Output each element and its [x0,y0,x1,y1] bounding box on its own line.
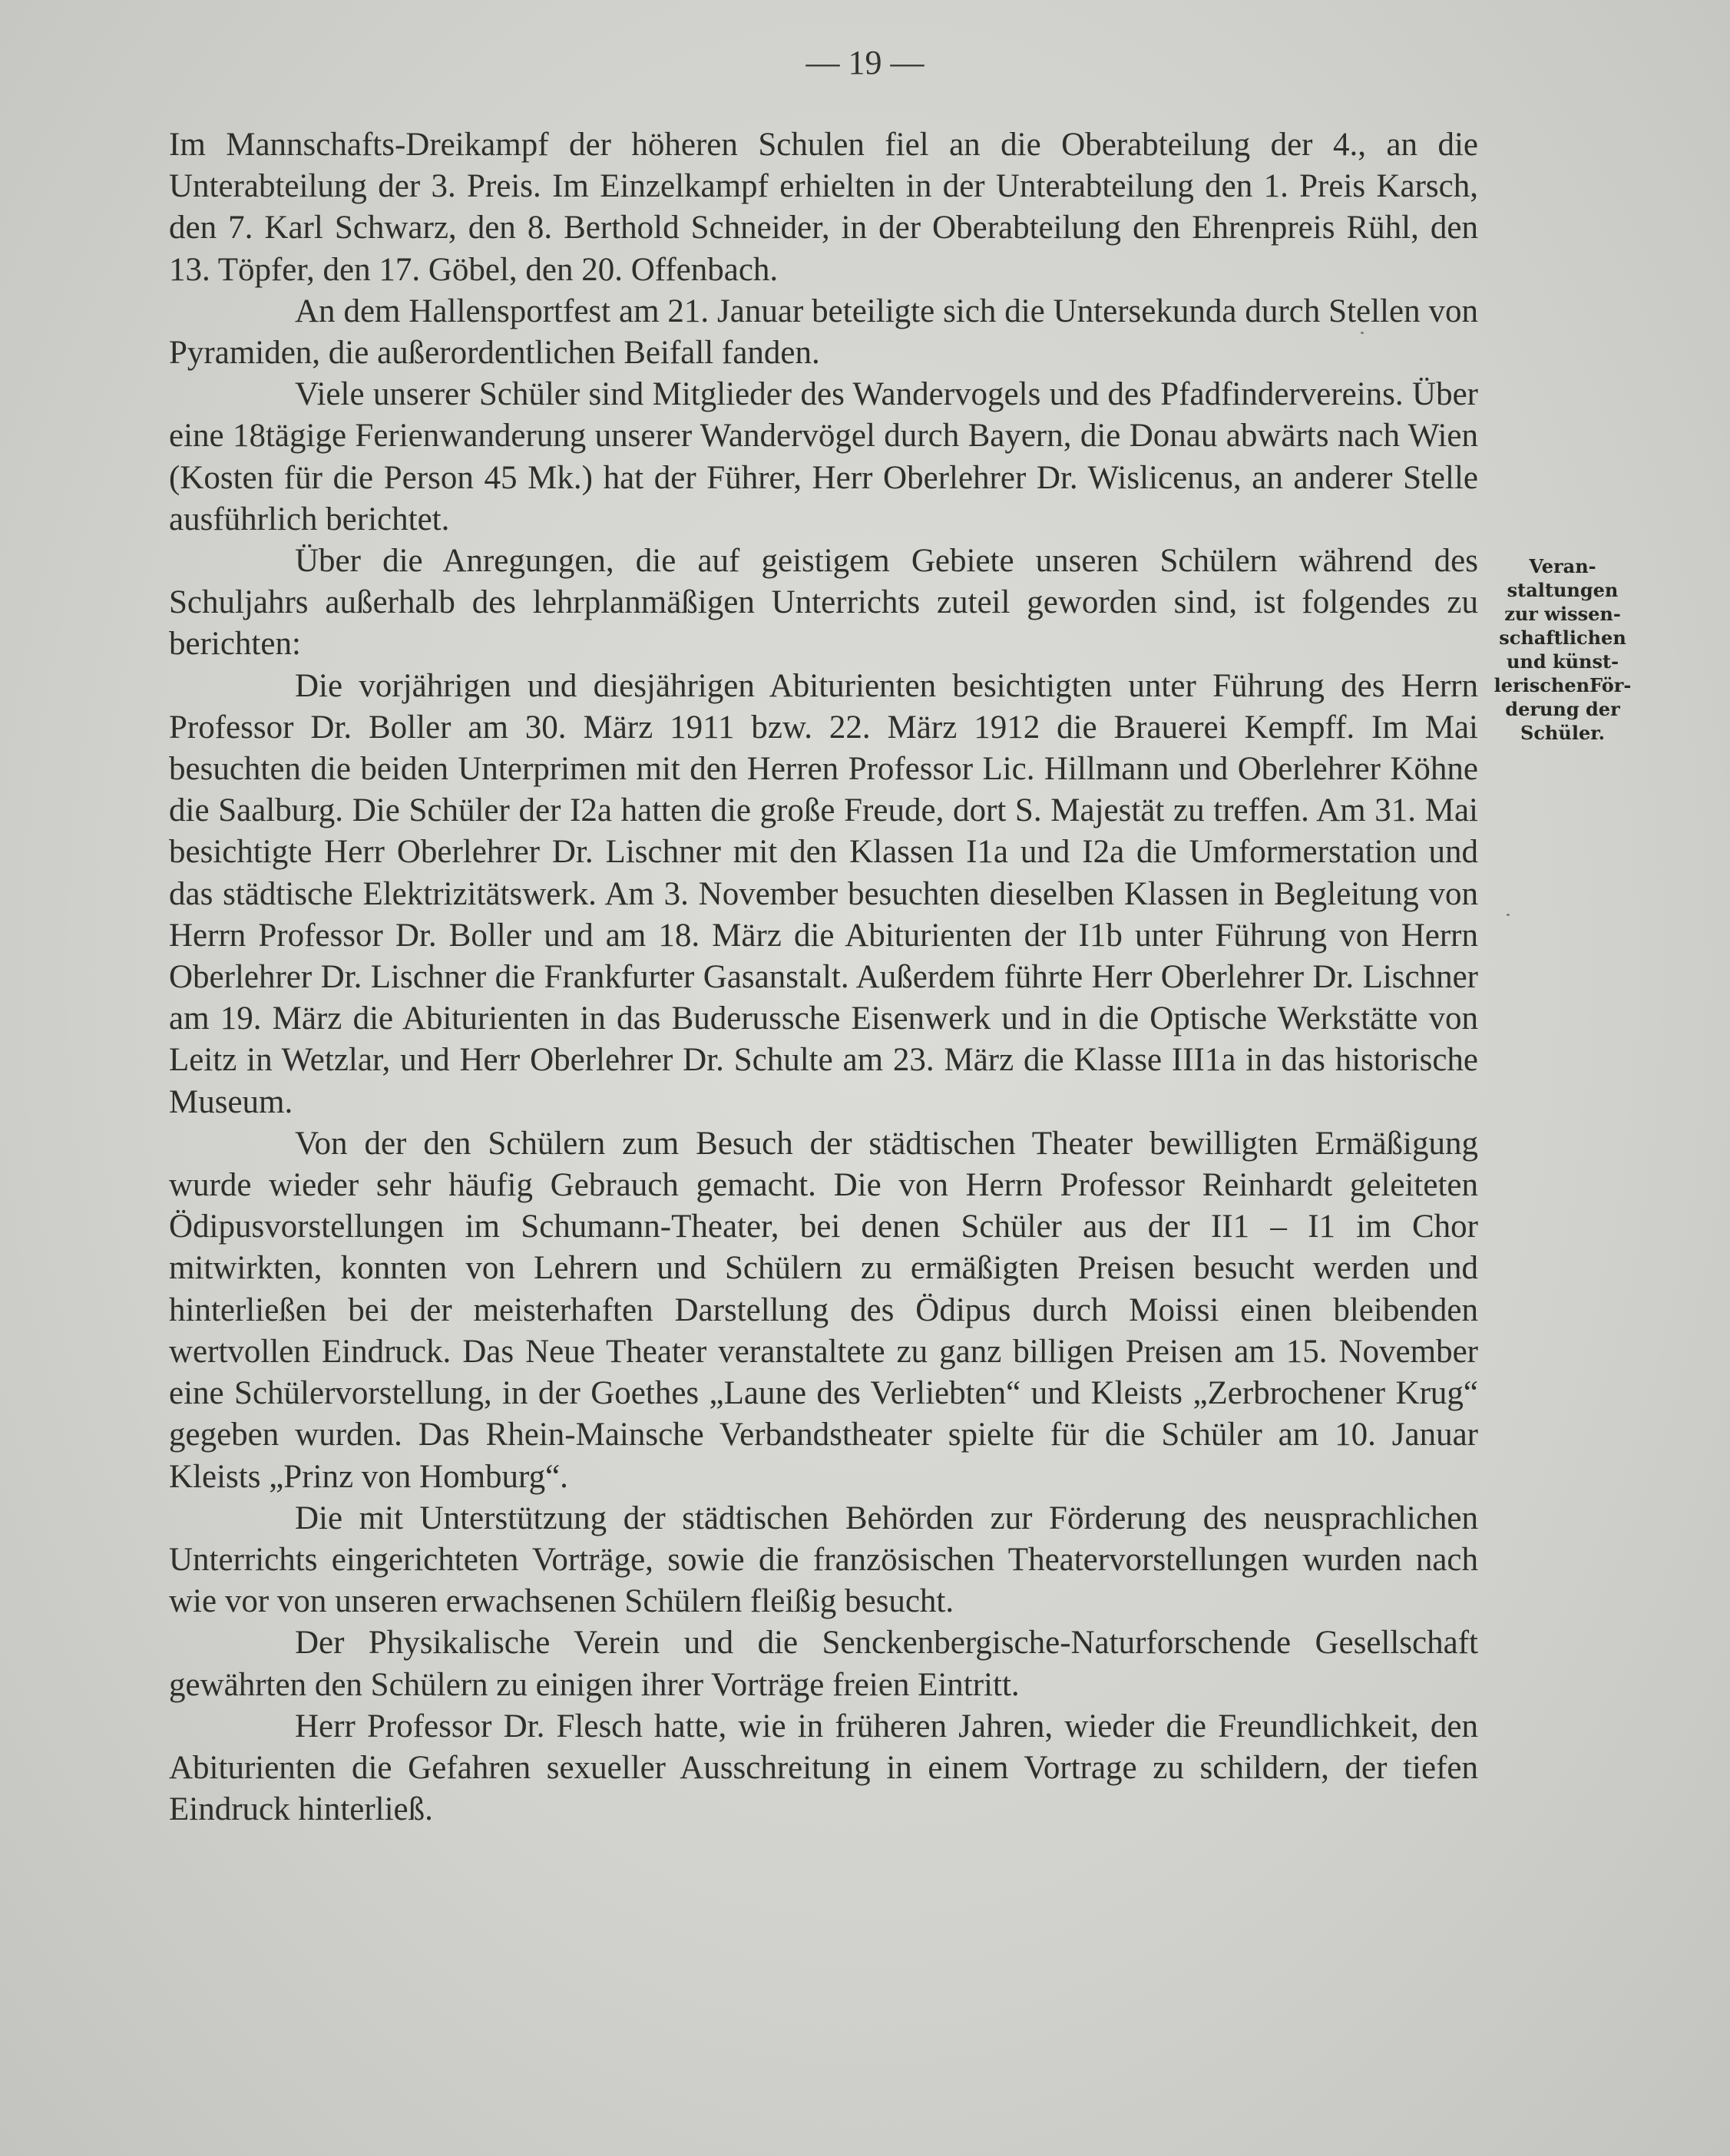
paragraph-hallensportfest: An dem Hallensportfest am 21. Januar beteiligte sich die Untersekunda durch Stellen von Pyramiden, die außerordentlichen Beifall fanden. [169,293,1478,372]
paragraph-wandervogel: Viele unserer Schüler sind Mitglieder des Wandervogels und des Pfadfindervereins. Über eine 18tägige Ferienwanderung unserer Wandervögel durch Bayern, die Donau abwärts nach Wien (Kosten für die Person 45 Mk.) hat der Führer, Herr Oberlehrer Dr. Wislicenus, an anderer Stelle ausführlich berichtet. [169,376,1478,537]
paper-speck [1361,332,1364,334]
paragraph-sports-results: Im Mannschafts-Dreikampf der höheren Schulen fiel an die Oberabteilung der 4., an die Unterabteilung der 3. Preis. Im Einzelkampf erhielten in der Unterabteilung den 1. Preis Karsch, den 7. Karl Schwarz, den 8. Berthold Schneider, in der Oberabteilung den Ehrenpreis Rühl, den 13. Töpfer, den 17. Göbel, den 20. Offenbach. [169,127,1478,288]
paragraph-theater: Von der den Schülern zum Besuch der städtischen Theater bewilligten Ermäßigung wurde wieder sehr häufig Gebrauch gemacht. Die von Herrn Professor Reinhardt geleiteten Ödipusvorstellungen im Schumann-Theater, bei denen Schüler aus der II1 – I1 im Chor mitwirkten, konnten von Lehrern und Schülern zu ermäßigten Preisen besucht werden und hinterließen bei der meisterhaften Darstellung des Ödipus durch Moissi einen bleibenden wertvollen Eindruck. Das Neue Theater veranstaltete zu ganz billigen Preisen am 15. November eine Schülervorstellung, in der Goethes „Laune des Verliebten“ und Kleists „Zerbrochener Krug“ gegeben wurden. Das Rhein-Mainsche Verbandstheater spielte für die Schüler am 10. Januar Kleists „Prinz von Homburg“. [169,1125,1478,1495]
marginal-note-line: lerischenFör- [1493,674,1632,696]
paragraph-vortrag-flesch: Herr Professor Dr. Flesch hatte, wie in früheren Jahren, wieder die Freundlichkeit, den Abiturienten die Gefahren sexueller Ausschreitung in einem Vortrage zu schildern, der tiefen Eindruck hinterließ. [169,1708,1478,1828]
paragraph-neusprachliche-vortraege: Die mit Unterstützung der städtischen Behörden zur Förderung des neusprachlichen Unterrichts eingerichteten Vorträge, sowie die französischen Theatervorstellungen wurden nach wie vor von unseren erwachsenen Schülern fleißig besucht. [169,1500,1478,1620]
paragraph-besichtigungen: Die vorjährigen und diesjährigen Abiturienten besichtigten unter Führung des Herrn Professor Dr. Boller am 30. März 1911 bzw. 22. März 1912 die Brauerei Kempff. Im Mai besuchten die beiden Unterprimen mit den Herren Professor Lic. Hillmann und Oberlehrer Köhne die Saalburg. Die Schüler der I2a hatten die große Freude, dort S. Majestät zu treffen. Am 31. Mai besichtigte Herr Oberlehrer Dr. Lischner mit den Klassen I1a und I2a die Umformerstation und das städtische Elektrizitätswerk. Am 3. November besuchten dieselben Klassen in Begleitung von Herrn Professor Dr. Boller und am 18. März die Abiturienten der I1b unter Führung von Herrn Oberlehrer Dr. Lischner die Frankfurter Gasanstalt. Außerdem führte Herr Oberlehrer Dr. Lischner am 19. März die Abiturienten in das Buderussche Eisenwerk und in die Optische Werkstätte von Leitz in Wetzlar, und Herr Oberlehrer Dr. Schulte am 23. März die Klasse III1a in das historische Museum. [169,667,1478,1120]
paper-speck [1507,914,1510,916]
marginal-note-line: staltungen [1507,579,1619,601]
marginal-note-line: und künst- [1506,650,1619,673]
page-number: — 19 — [805,44,925,81]
marginal-note-line: schaftlichen [1499,627,1626,649]
marginal-note-line: Schüler. [1520,722,1606,744]
marginal-note-line: derung der [1505,698,1620,720]
body-text [169,124,1478,1830]
paragraph-physikalischer-verein: Der Physikalische Verein und die Senckenbergische-Naturforschende Gesellschaft gewährten den Schülern zu einigen ihrer Vorträge freien Eintritt. [169,1625,1478,1703]
marginal-note [1486,554,1639,745]
marginal-note-line: Veran- [1529,555,1596,577]
marginal-note-line: zur wissen- [1504,603,1621,625]
paragraph-anregungen-intro: Über die Anregungen, die auf geistigem Gebiete unseren Schülern während des Schuljahrs außerhalb des lehrplanmäßigen Unterrichts zuteil geworden sind, ist folgendes zu berichten: [169,543,1478,663]
